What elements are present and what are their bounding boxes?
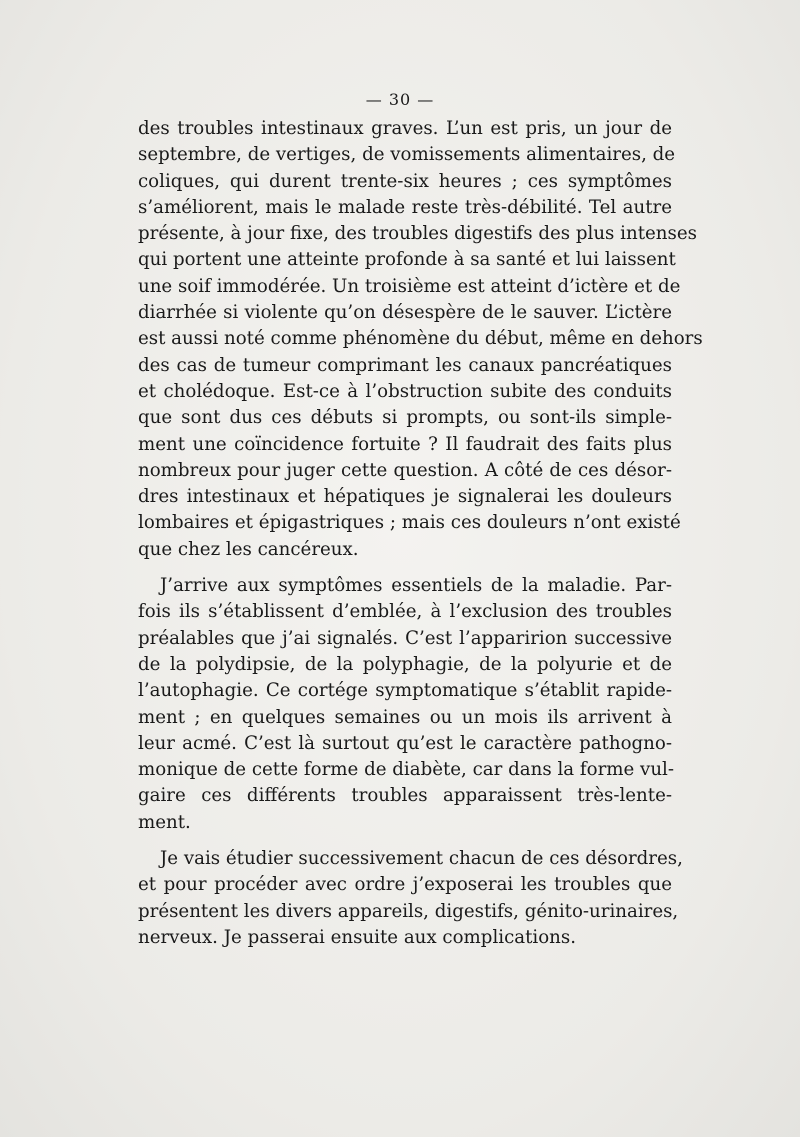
text-line: que sont dus ces débuts si prompts, ou sont-ils simple- — [138, 407, 672, 429]
text-line: des troubles intestinaux graves. L’un est pris, un jour de — [138, 118, 672, 139]
text-line: préalables que j’ai signalés. C’est l’apparirion successive — [138, 627, 672, 649]
paragraph — [138, 846, 683, 951]
text-line: ment ; en quelques semaines ou un mois ils arrivent à — [138, 706, 672, 728]
text-line: lombaires et épigastriques ; mais ces douleurs n’ont existé — [138, 512, 681, 534]
text-line: qui portent une atteinte profonde à sa santé et lui laissent — [138, 249, 676, 271]
text-line: Je vais étudier successivement chacun de ces désordres, — [160, 848, 683, 870]
page-number: — 30 — — [365, 90, 435, 109]
text-line: dres intestinaux et hépatiques je signalerai les douleurs — [138, 486, 672, 508]
text-line: monique de cette forme de diabète, car dans la forme vul- — [138, 759, 674, 781]
paragraph-gap — [138, 563, 672, 573]
text-line: et cholédoque. Est-ce à l’obstruction subite des conduits — [138, 380, 672, 402]
text-line: gaire ces différents troubles apparaissent très-lente- — [138, 785, 672, 807]
text-line: et pour procéder avec ordre j’exposerai les troubles que — [138, 874, 672, 896]
text-line: des cas de tumeur comprimant les canaux pancréatiques — [138, 354, 672, 376]
text-line: s’améliorent, mais le malade reste très-débilité. Tel autre — [138, 196, 672, 218]
text-line: coliques, qui durent trente-six heures ; ces symptômes — [138, 170, 672, 192]
paragraph — [138, 116, 703, 563]
text-line: une soif immodérée. Un troisième est atteint d’ictère et de — [138, 275, 681, 297]
text-line: nombreux pour juger cette question. A côté de ces désor- — [138, 459, 672, 481]
text-line: est aussi noté comme phénomène du début, même en dehors — [138, 328, 703, 350]
text-line: fois ils s’établissent d’emblée, à l’exclusion des troubles — [138, 601, 672, 623]
text-line: leur acmé. C’est là surtout qu’est le caractère pathogno- — [138, 732, 672, 754]
text-line: J’arrive aux symptômes essentiels de la maladie. Par- — [160, 575, 672, 597]
text-line: septembre, de vertiges, de vomissements alimentaires, de — [138, 144, 676, 166]
text-line: ment. — [138, 811, 191, 833]
paragraph-gap — [138, 836, 672, 846]
text-line: nerveux. Je passerai ensuite aux complications. — [138, 926, 577, 948]
text-line: présentent les divers appareils, digestifs, génito-urinaires, — [138, 900, 679, 922]
paragraph — [138, 573, 672, 836]
text-line: l’autophagie. Ce cortége symptomatique s’établit rapide- — [138, 680, 672, 702]
text-line: diarrhée si violente qu’on désespère de le sauver. L’ictère — [138, 302, 672, 324]
text-line: que chez les cancéreux. — [138, 538, 359, 560]
text-line: présente, à jour fixe, des troubles digestifs des plus intenses — [138, 223, 697, 245]
body-text — [138, 116, 703, 951]
text-line: de la polydipsie, de la polyphagie, de la polyurie et de — [138, 653, 672, 675]
text-line: ment une coïncidence fortuite ? Il faudrait des faits plus — [138, 433, 672, 455]
